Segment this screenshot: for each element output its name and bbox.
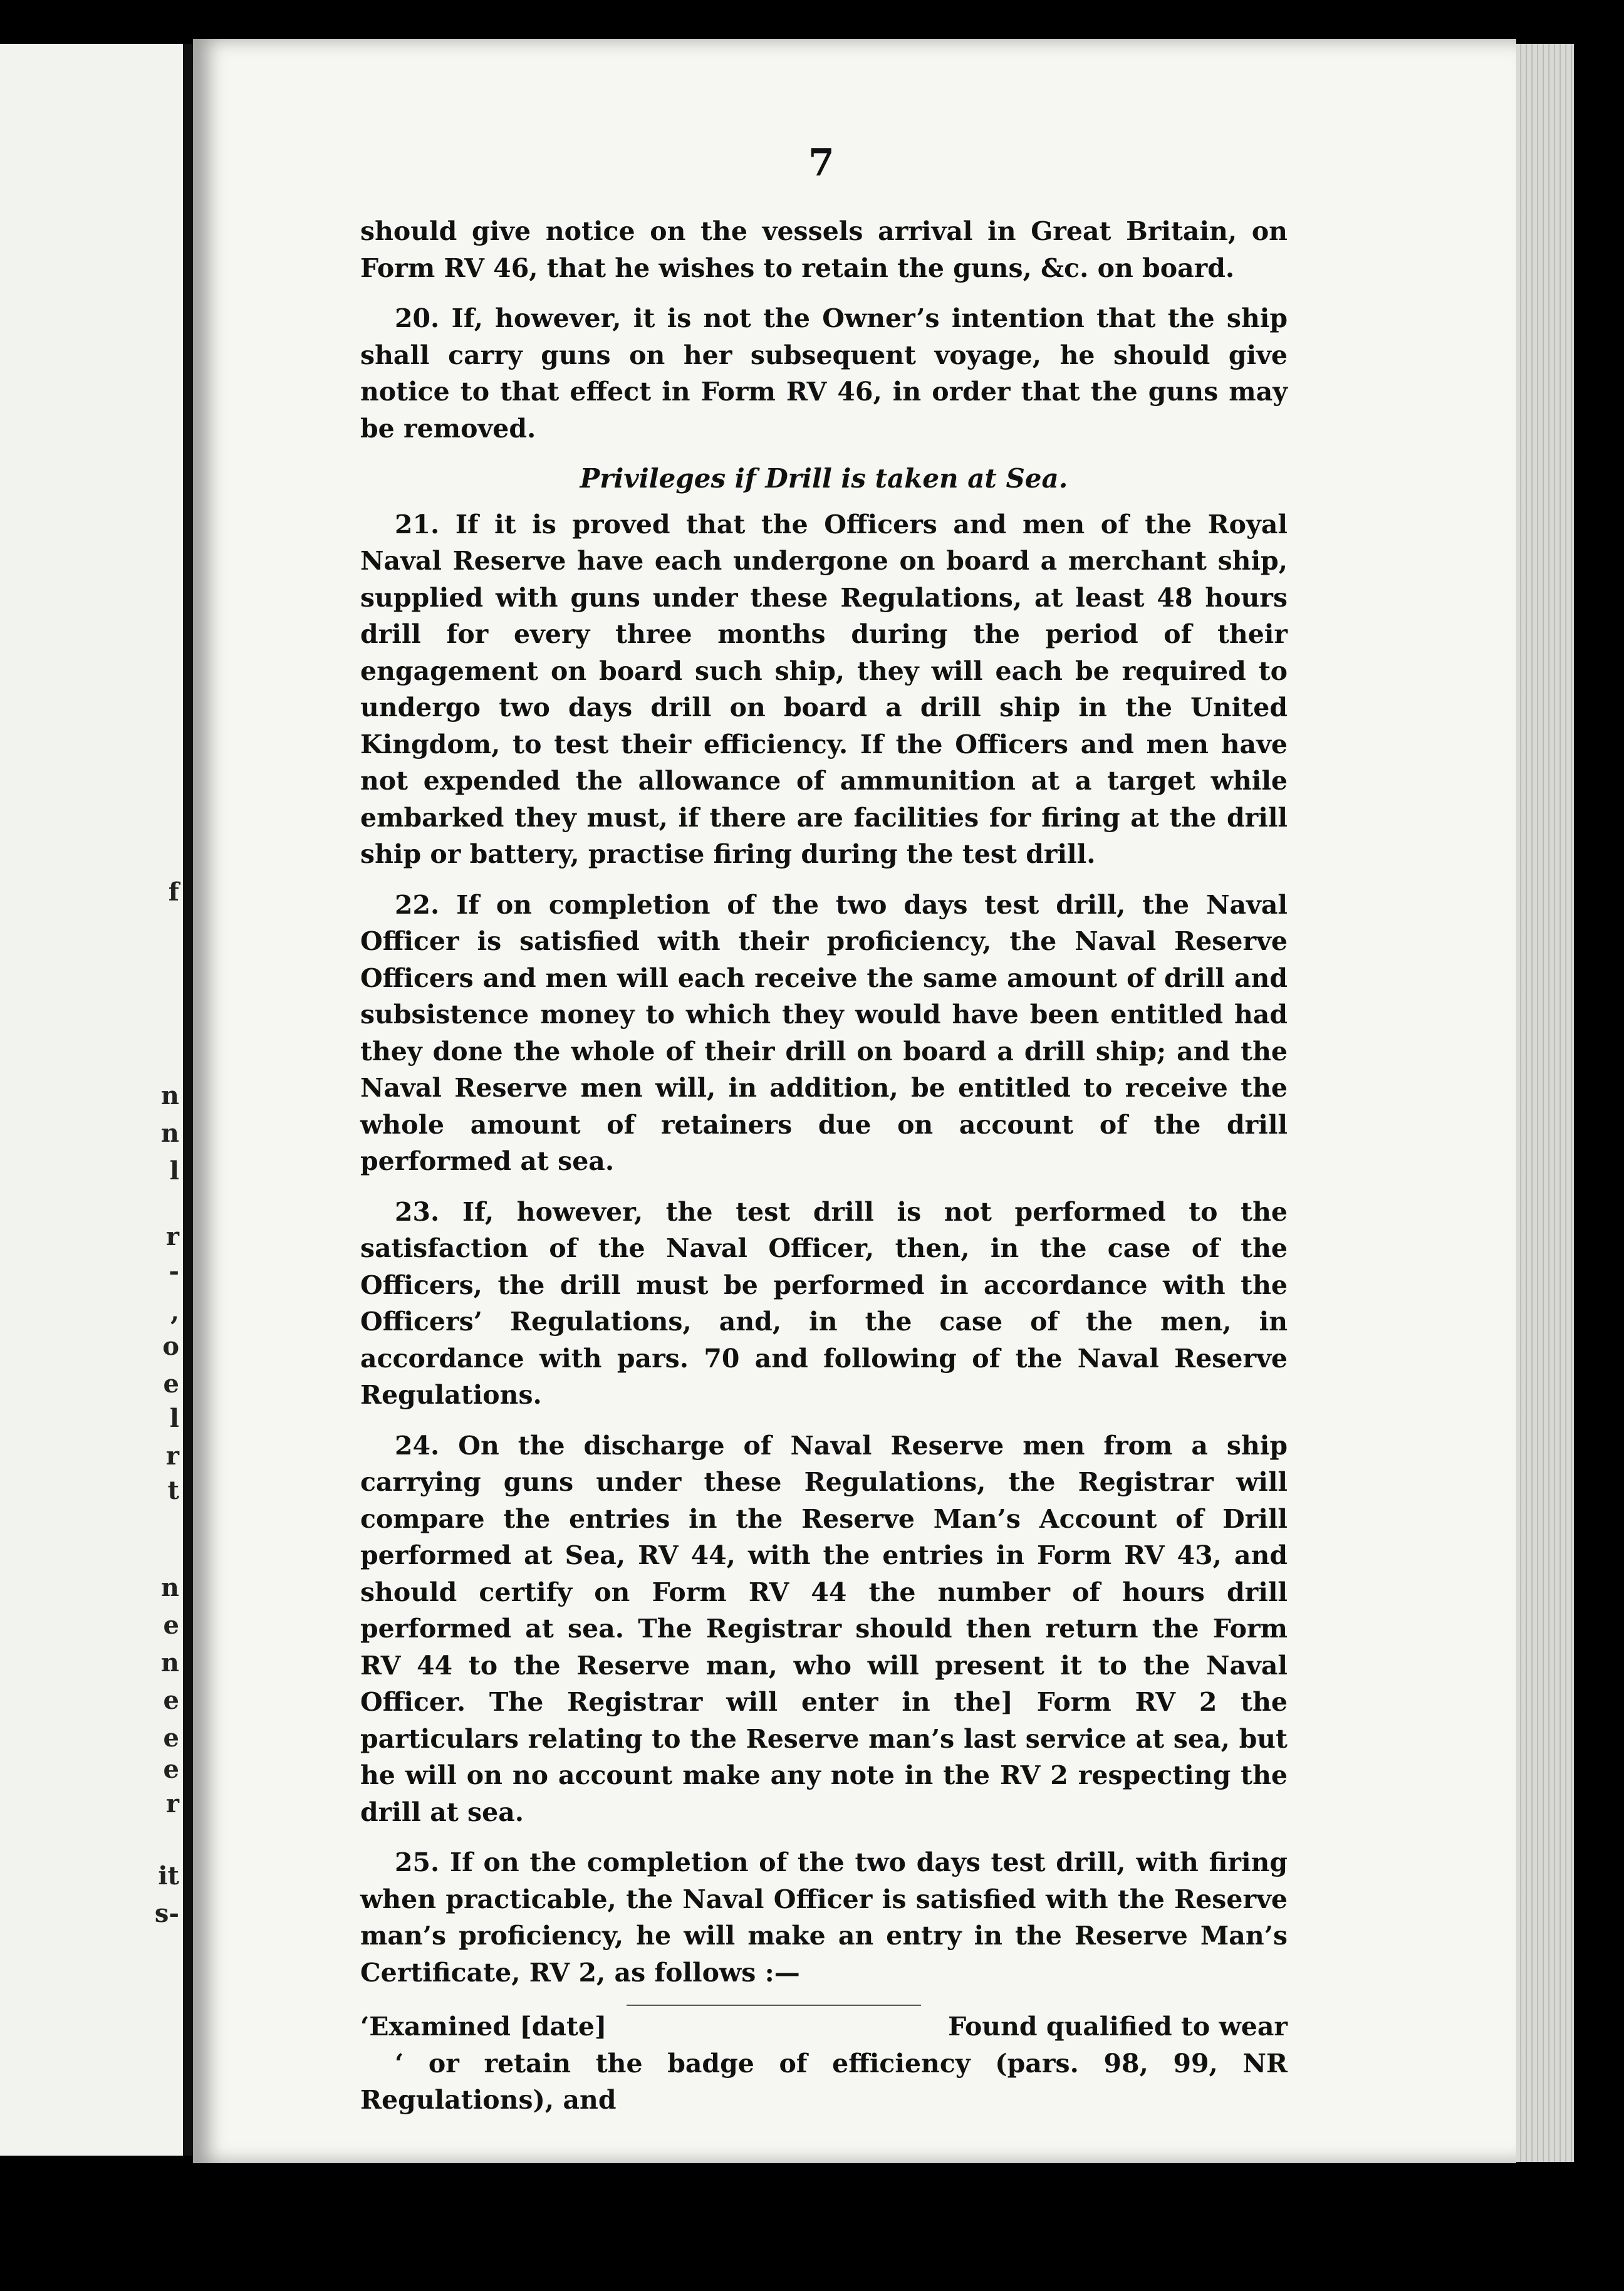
left-page-letter: n (160, 1119, 179, 1148)
page-edges (1516, 44, 1574, 2162)
left-page-letter: e (163, 1686, 179, 1715)
left-page-letter: n (160, 1081, 179, 1110)
form-qualified-label: Found qualified to wear (948, 2012, 1288, 2042)
left-page-letter: - (169, 1256, 179, 1286)
left-page-letter: t (167, 1476, 179, 1505)
left-page-letter: e (163, 1755, 179, 1784)
left-page-letter: n (160, 1573, 179, 1602)
paragraph-23: 23. If, however, the test drill is not performed to the satisfaction of the Naval Officer, then, in the case of the Officers, the drill must be performed in accordance with the Officers’ Regulations, and, in the case of the men, in accordance with pars. 70 and following of the Naval Reserve Regulations. (360, 1196, 1288, 1410)
left-page-letter: r (165, 1222, 179, 1251)
form-entry-continuation: ‘ or retain the badge of efficiency (pars. 98, 99, NR Regulations), and (360, 2048, 1288, 2115)
left-page-letter: s- (154, 1899, 179, 1928)
page-body (360, 213, 1288, 2119)
paragraph-24: 24. On the discharge of Naval Reserve men from a ship carrying guns under these Regulations, the Registrar will compare the entries in the Reserve Man’s Account of Drill performed at Sea, RV 44, with the entries in Form RV 43, and should certify on Form RV 44 the number of hours drill performed at sea. The Registrar should then return the Form RV 44 to the Reserve man, who will present it to the Naval Officer. The Registrar will enter in the] Form RV 2 the particulars relating to the Reserve man’s last service at sea, but he will on no account make any note in the RV 2 respecting the drill at sea. (360, 1430, 1288, 1827)
left-page-letter: , (170, 1297, 179, 1327)
left-page-letter: o (162, 1332, 179, 1361)
left-page-letter: e (163, 1369, 179, 1399)
paragraph-22: 22. If on completion of the two days test drill, the Naval Officer is satisfied with their proficiency, the Naval Reserve Officers and men will each receive the same amount of drill and subsistence money to which they would have been entitled had they done the whole of their drill on board a drill ship; and the Naval Reserve men will, in addition, be entitled to receive the whole amount of retainers due on account of the drill performed at sea. (360, 889, 1288, 1176)
paragraph-20: 20. If, however, it is not the Owner’s intention that the ship shall carry guns on her subsequent voyage, he should give notice to that effect in Form RV 46, in order that the guns may be removed. (360, 303, 1288, 444)
left-page-letter: l (169, 1156, 179, 1186)
form-entry-line (360, 2008, 1288, 2045)
left-page-fragment (0, 44, 183, 2156)
left-page-letter: l (169, 1404, 179, 1433)
left-page-letter: e (163, 1610, 179, 1640)
left-page-letter: f (168, 877, 179, 907)
paragraph-21: 21. If it is proved that the Officers and men of the Royal Naval Reserve have each undergone on board a merchant ship, supplied with guns under these Regulations, at least 48 hours drill for every three months during the period of their engagement on board such ship, they will each be required to undergo two days drill on board a drill ship in the United Kingdom, to test their efficiency. If the Officers and men have not expended the allowance of ammunition at a target while embarked they must, if there are facilities for firing at the drill ship or battery, practise firing during the test drill. (360, 509, 1288, 869)
paragraph-25: 25. If on the completion of the two days test drill, with firing when practicable, the Naval Officer is satisfied with the Reserve man’s proficiency, he will make an entry in the Reserve Man’s Certificate, RV 2, as follows :— (360, 1847, 1288, 1988)
left-page-letter: it (158, 1861, 179, 1891)
intro-paragraph: should give notice on the vessels arrival in Great Britain, on Form RV 46, that he wishes to retain the guns, &c. on board. (360, 216, 1288, 283)
left-page-letter: r (165, 1789, 179, 1819)
page-number: 7 (808, 141, 835, 185)
section-heading: Privileges if Drill is taken at Sea. (580, 463, 1068, 494)
form-examined-label: ‘Examined [date] (360, 2012, 607, 2042)
form-rule (627, 2005, 921, 2006)
left-page-letter: e (163, 1723, 179, 1753)
left-page-letter: n (160, 1648, 179, 1678)
left-page-letter: r (165, 1441, 179, 1471)
